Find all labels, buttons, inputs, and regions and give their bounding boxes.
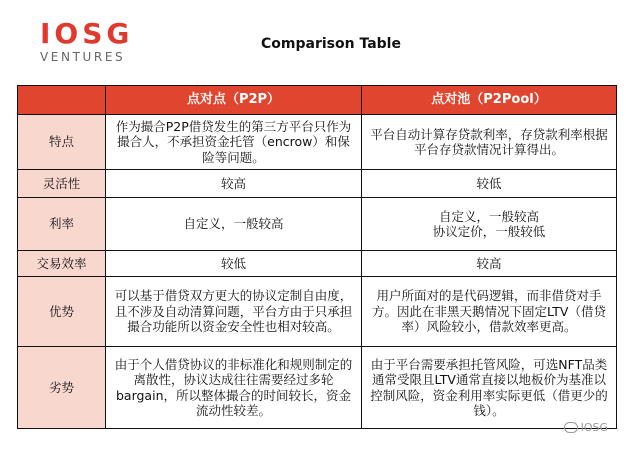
logo-letter: O [54, 17, 80, 50]
cell-p2pool: 较低 [362, 170, 617, 198]
cell-p2pool: 由于平台需要承担托管风险，可选NFT品类通常受限且LTV通常直接以地板价为基准以控制风险，资金利用率实际更低（借更少的钱）。 [362, 347, 617, 429]
cell-p2p: 自定义，一般较高 [106, 198, 362, 251]
wechat-icon [564, 422, 578, 433]
logo-subtitle: VENTURES [40, 50, 126, 64]
cell-p2p: 较高 [106, 170, 362, 198]
cell-p2pool: 用户所面对的是代码逻辑，而非借贷对手方。因此在非黑天鹅情况下固定LTV（借贷率）风险较小，借款效率更高。 [362, 277, 617, 347]
cell-p2pool: 平台自动计算存贷款利率，存贷款利率根据平台存贷款情况计算得出。 [362, 115, 617, 170]
header-p2p: 点对点（P2P） [106, 86, 362, 115]
row-key: 灵活性 [18, 170, 106, 198]
table-row [18, 198, 617, 251]
header-corner [18, 86, 106, 115]
cell-p2p: 可以基于借贷双方更大的协议定制自由度，且不涉及自动清算问题，平台方由于只承担撮合功能所以资金安全性也相对较高。 [106, 277, 362, 347]
logo-letter: G [106, 17, 131, 50]
page-title: Comparison Table [261, 36, 401, 52]
row-key: 利率 [18, 198, 106, 251]
row-key: 交易效率 [18, 251, 106, 277]
table-row [18, 115, 617, 170]
cell-p2p: 由于个人借贷协议的非标准化和规则制定的离散性，协议达成往往需要经过多轮bargain，所以整体撮合的时间较长，资金流动性较差。 [106, 347, 362, 429]
header-p2pool: 点对池（P2Pool） [362, 86, 617, 115]
cell-p2pool: 较高 [362, 251, 617, 277]
table-row [18, 277, 617, 347]
table-row [18, 251, 617, 277]
row-key: 特点 [18, 115, 106, 170]
row-key: 优势 [18, 277, 106, 347]
row-key: 劣势 [18, 347, 106, 429]
logo-letter: I [40, 17, 52, 50]
cell-p2p: 较低 [106, 251, 362, 277]
cell-p2p: 作为撮合P2P借贷发生的第三方平台只作为撮合人，不承担资金托管（encrow）和保险等问题。 [106, 115, 362, 170]
logo-letter: S [82, 17, 104, 50]
watermark-text: IOSG [580, 421, 608, 434]
table-row [18, 170, 617, 198]
table-header-row [18, 86, 617, 115]
table-row [18, 347, 617, 429]
cell-p2pool: 自定义，一般较高 协议定价，一般较低 [362, 198, 617, 251]
watermark [564, 421, 608, 434]
comparison-table [17, 85, 617, 429]
